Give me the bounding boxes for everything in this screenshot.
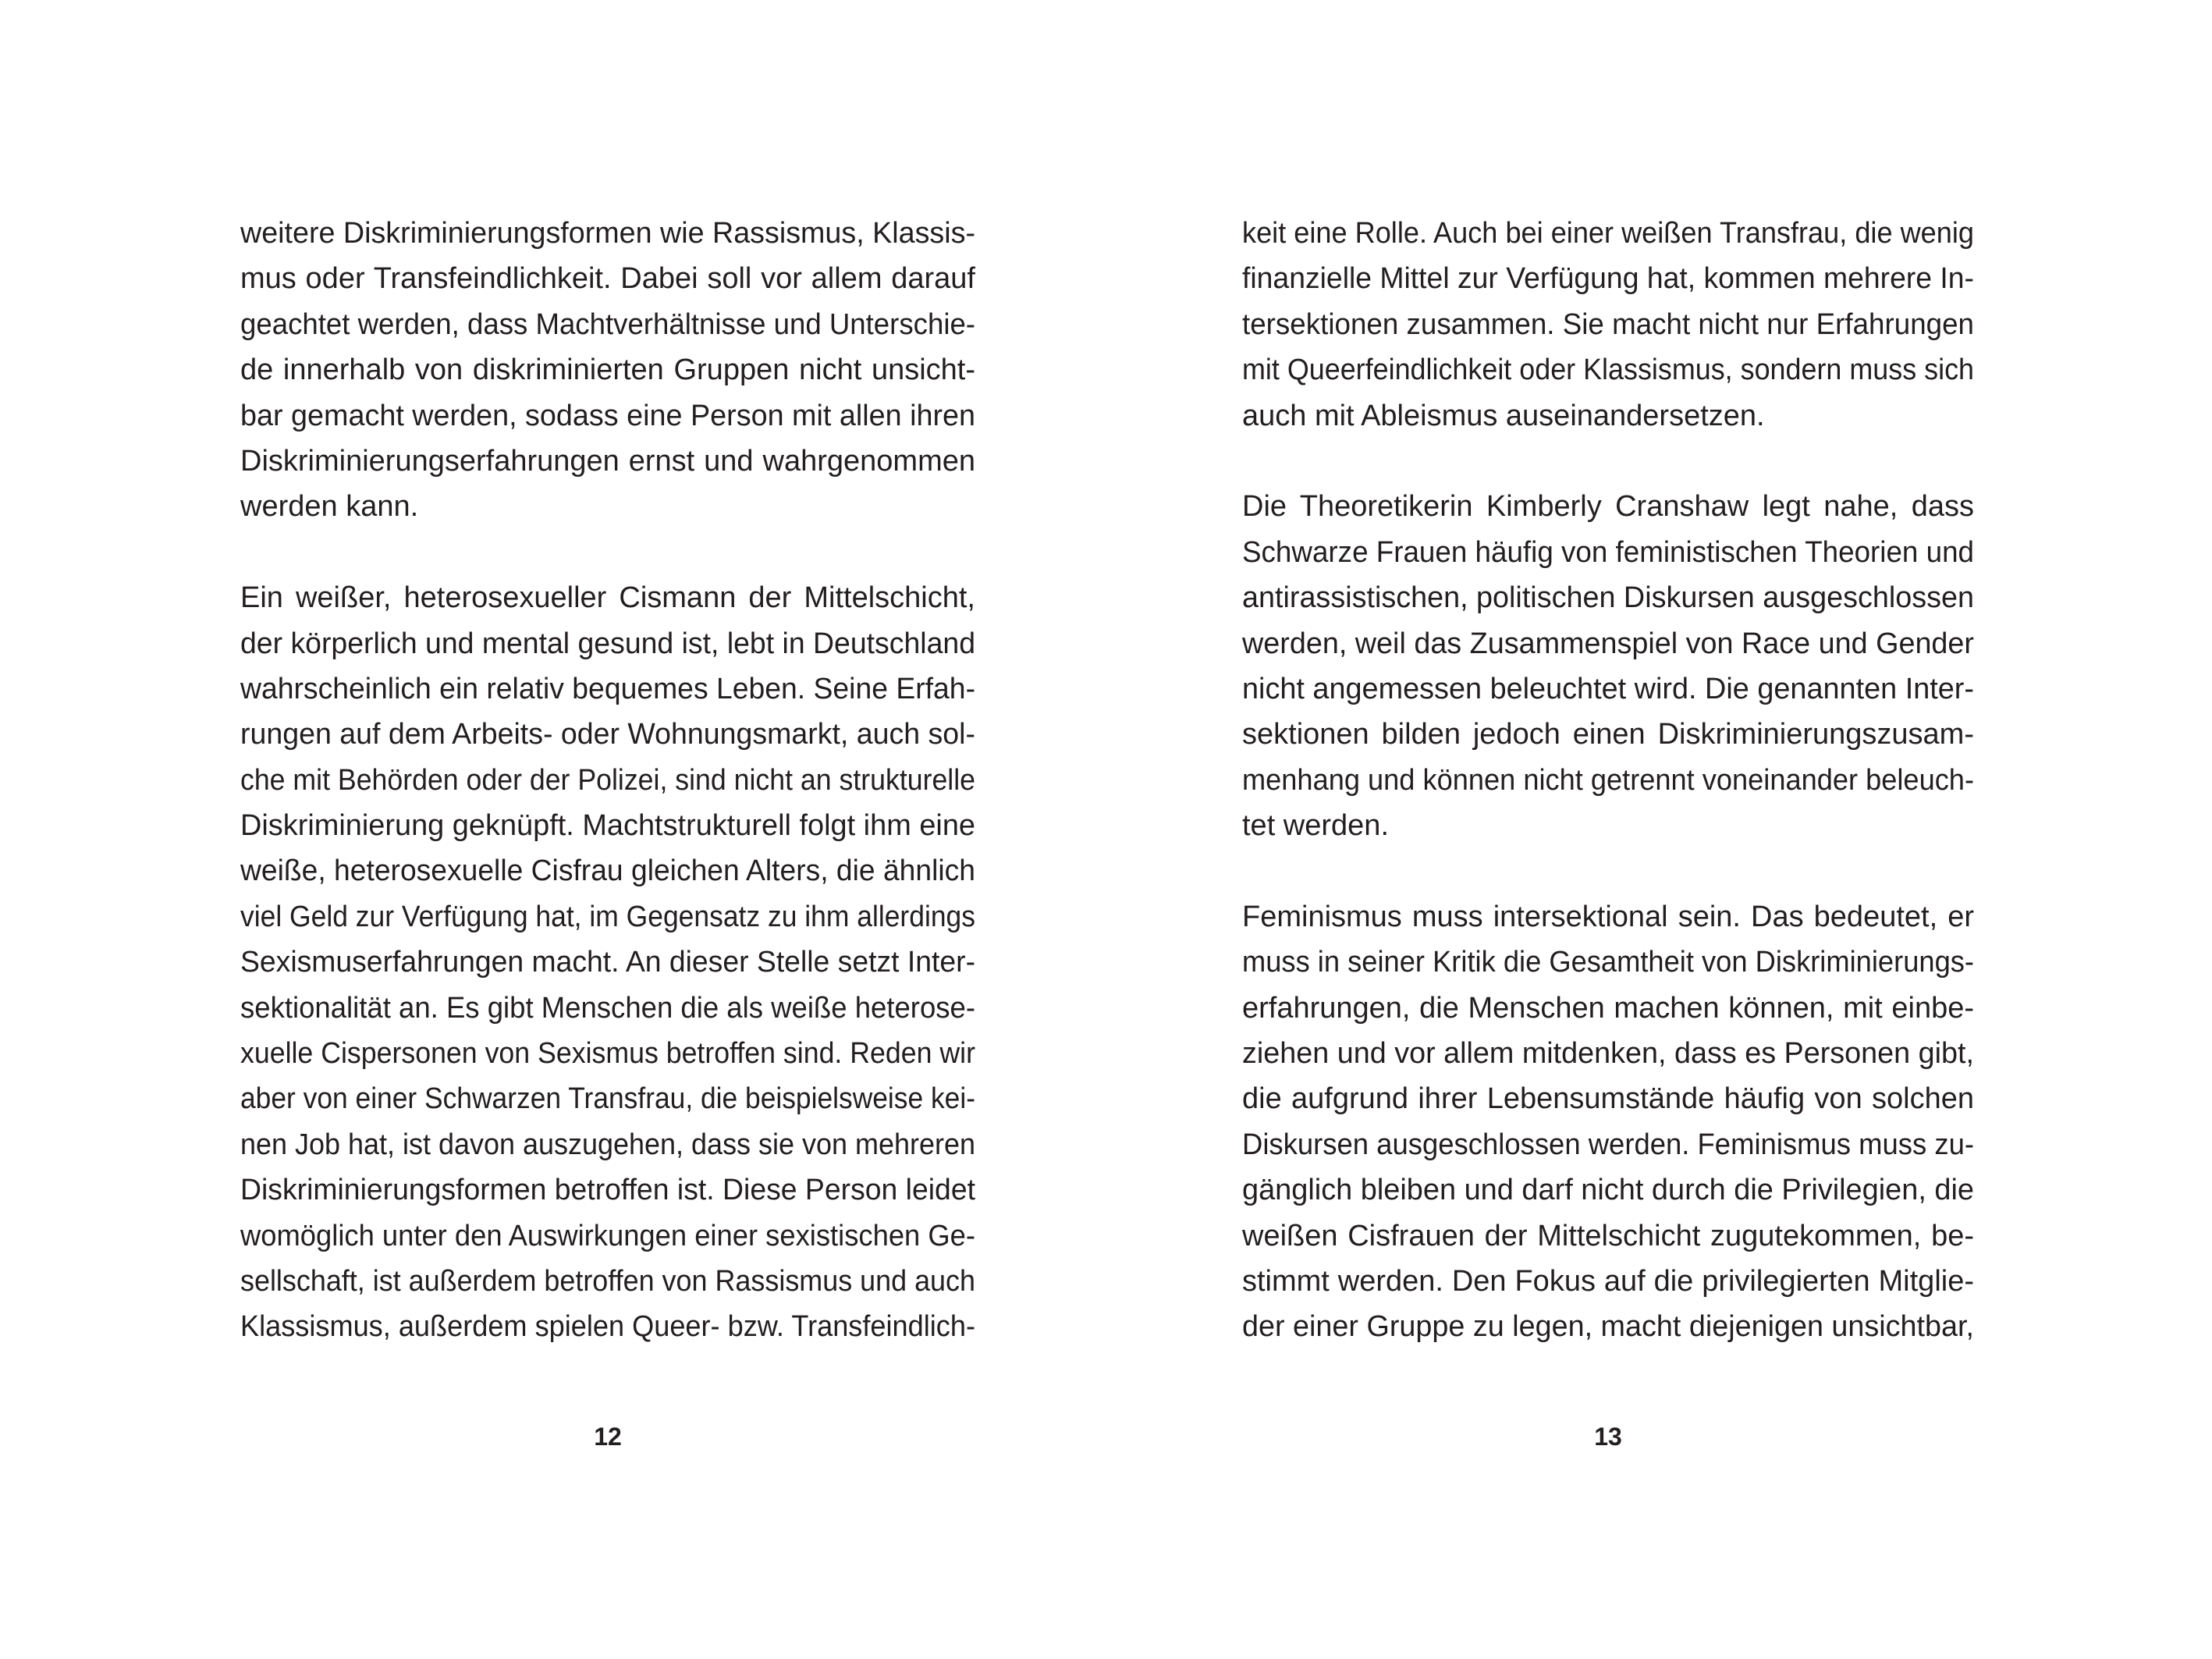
text-line-content: wahrscheinlich ein relativ bequemes Leben. Seine Erfah-	[240, 672, 975, 705]
text-line-content: erfahrungen, die Menschen machen können, mit einbe-	[1242, 991, 1974, 1025]
text-line	[240, 1167, 975, 1213]
paragraph	[1242, 484, 1974, 848]
text-line-content: viel Geld zur Verfügung hat, im Gegensatz zu ihm allerdings	[240, 900, 975, 933]
text-line-content: finanzielle Mittel zur Verfügung hat, kommen mehrere In-	[1242, 262, 1974, 296]
text-line-content: Diskriminierungserfahrungen ernst und wahrgenommen	[240, 444, 975, 478]
text-line-content: rungen auf dem Arbeits- oder Wohnungsmarkt, auch sol-	[240, 718, 975, 751]
text-line	[1242, 484, 1974, 529]
text-line	[1242, 1213, 1974, 1259]
text-line-content: auch mit Ableismus auseinandersetzen.	[1242, 399, 1765, 432]
text-line-content: mit Queerfeindlichkeit oder Klassismus, sondern muss sich	[1242, 353, 1974, 387]
text-line-content: keit eine Rolle. Auch bei einer weißen Transfrau, die wenig	[1242, 217, 1974, 250]
text-line-content: nen Job hat, ist davon auszugehen, dass sie von mehreren	[240, 1128, 975, 1161]
text-line	[1242, 530, 1974, 575]
text-line	[240, 575, 975, 620]
text-line-content: die aufgrund ihrer Lebensumstände häufig von solchen	[1242, 1082, 1974, 1116]
text-line-content: sektionen bilden jedoch einen Diskriminierungszusam-	[1242, 718, 1974, 751]
page-number: 13	[1594, 1423, 1622, 1451]
paragraph	[240, 211, 975, 530]
text-line-content: gänglich bleiben und darf nicht durch die Privilegien, die	[1242, 1174, 1974, 1207]
text-line-content: tet werden.	[1242, 809, 1389, 843]
text-line	[1242, 940, 1974, 985]
text-line	[1242, 393, 1974, 439]
page-number: 12	[594, 1423, 622, 1451]
paragraph	[240, 575, 975, 1350]
text-line	[240, 712, 975, 757]
text-line	[240, 986, 975, 1031]
text-line	[240, 302, 975, 347]
text-line	[1242, 1259, 1974, 1304]
text-line	[240, 1213, 975, 1259]
text-line-content: sektionalität an. Es gibt Menschen die als weiße heterose-	[240, 991, 975, 1025]
text-line	[1242, 621, 1974, 666]
text-line-content: weitere Diskriminierungsformen wie Rassismus, Klassis-	[240, 217, 975, 250]
text-line-content: geachtet werden, dass Machtverhältnisse und Unterschie-	[240, 307, 975, 341]
text-line-content: Feminismus muss intersektional sein. Das bedeutet, er	[1242, 900, 1974, 933]
text-line	[240, 347, 975, 393]
text-line	[240, 256, 975, 301]
text-line-content: tersektionen zusammen. Sie macht nicht nur Erfahrungen	[1242, 307, 1974, 341]
text-line-content: werden, weil das Zusammenspiel von Race und Gender	[1242, 627, 1974, 660]
text-line-content: mus oder Transfeindlichkeit. Dabei soll vor allem darauf	[240, 262, 975, 296]
text-line	[1242, 302, 1974, 347]
text-line	[1242, 758, 1974, 803]
text-line	[1242, 211, 1974, 256]
text-line	[240, 758, 975, 803]
text-line	[1242, 1304, 1974, 1349]
text-line	[240, 484, 975, 529]
text-line	[240, 1076, 975, 1121]
text-line-content: der einer Gruppe zu legen, macht diejenigen unsichtbar,	[1242, 1310, 1974, 1344]
paragraph	[1242, 894, 1974, 1350]
text-line-content: Schwarze Frauen häufig von feministischen Theorien und	[1242, 535, 1974, 569]
text-line-content: weiße, heterosexuelle Cisfrau gleichen Alters, die ähnlich	[240, 854, 975, 888]
page-right	[1106, 0, 2212, 1659]
text-line-content: bar gemacht werden, sodass eine Person mit allen ihren	[240, 399, 975, 432]
text-line	[240, 666, 975, 712]
text-line-content: menhang und können nicht getrennt voneinander beleuch-	[1242, 763, 1974, 797]
text-line-content: nicht angemessen beleuchtet wird. Die genannten Inter-	[1242, 672, 1974, 705]
text-line	[240, 803, 975, 848]
text-line	[240, 1304, 975, 1349]
text-line	[1242, 712, 1974, 757]
text-line-content: Sexismuserfahrungen macht. An dieser Stelle setzt Inter-	[240, 946, 975, 979]
text-line-content: ziehen und vor allem mitdenken, dass es Personen gibt,	[1242, 1037, 1974, 1071]
text-line-content: Diskursen ausgeschlossen werden. Feminismus muss zu-	[1242, 1128, 1974, 1161]
text-line	[240, 211, 975, 256]
text-line-content: Die Theoretikerin Kimberly Cranshaw legt nahe, dass	[1242, 490, 1974, 524]
text-line-content: Klassismus, außerdem spielen Queer- bzw. Transfeindlich-	[240, 1310, 975, 1344]
text-line-content: Ein weißer, heterosexueller Cismann der Mittelschicht,	[240, 581, 975, 615]
text-line-content: Diskriminierungsformen betroffen ist. Diese Person leidet	[240, 1174, 975, 1207]
text-column	[240, 211, 975, 1350]
text-line-content: sellschaft, ist außerdem betroffen von Rassismus und auch	[240, 1264, 975, 1298]
text-line-content: womöglich unter den Auswirkungen einer sexistischen Ge-	[240, 1219, 975, 1252]
text-line-content: xuelle Cispersonen von Sexismus betroffen sind. Reden wir	[240, 1037, 975, 1071]
text-line-content: werden kann.	[240, 490, 419, 524]
text-line	[1242, 894, 1974, 940]
text-line	[240, 1031, 975, 1076]
text-line	[1242, 666, 1974, 712]
text-line	[1242, 1167, 1974, 1213]
text-line	[1242, 256, 1974, 301]
text-line-content: Diskriminierung geknüpft. Machtstrukturell folgt ihm eine	[240, 809, 975, 843]
text-line	[1242, 1031, 1974, 1076]
text-line	[240, 940, 975, 985]
text-line	[240, 848, 975, 893]
text-line	[1242, 1122, 1974, 1167]
text-line	[1242, 1076, 1974, 1121]
text-line-content: weißen Cisfrauen der Mittelschicht zugutekommen, be-	[1242, 1219, 1974, 1252]
text-line-content: muss in seiner Kritik die Gesamtheit von Diskriminierungs-	[1242, 946, 1974, 979]
text-line	[240, 894, 975, 940]
text-line	[1242, 347, 1974, 393]
text-line-content: antirassistischen, politischen Diskursen ausgeschlossen	[1242, 581, 1974, 615]
text-line	[240, 393, 975, 439]
text-line	[240, 621, 975, 666]
text-column	[1242, 211, 1974, 1350]
text-line-content: che mit Behörden oder der Polizei, sind nicht an strukturelle	[240, 763, 975, 797]
text-line	[240, 1259, 975, 1304]
text-line-content: aber von einer Schwarzen Transfrau, die beispielsweise kei-	[240, 1082, 975, 1116]
text-line	[240, 439, 975, 484]
text-line-content: der körperlich und mental gesund ist, lebt in Deutschland	[240, 627, 975, 660]
text-line-content: de innerhalb von diskriminierten Gruppen nicht unsicht-	[240, 353, 975, 387]
text-line	[1242, 986, 1974, 1031]
paragraph	[1242, 211, 1974, 439]
text-line	[1242, 575, 1974, 620]
text-line	[1242, 803, 1974, 848]
text-line	[240, 1122, 975, 1167]
text-line-content: stimmt werden. Den Fokus auf die privilegierten Mitglie-	[1242, 1264, 1974, 1298]
